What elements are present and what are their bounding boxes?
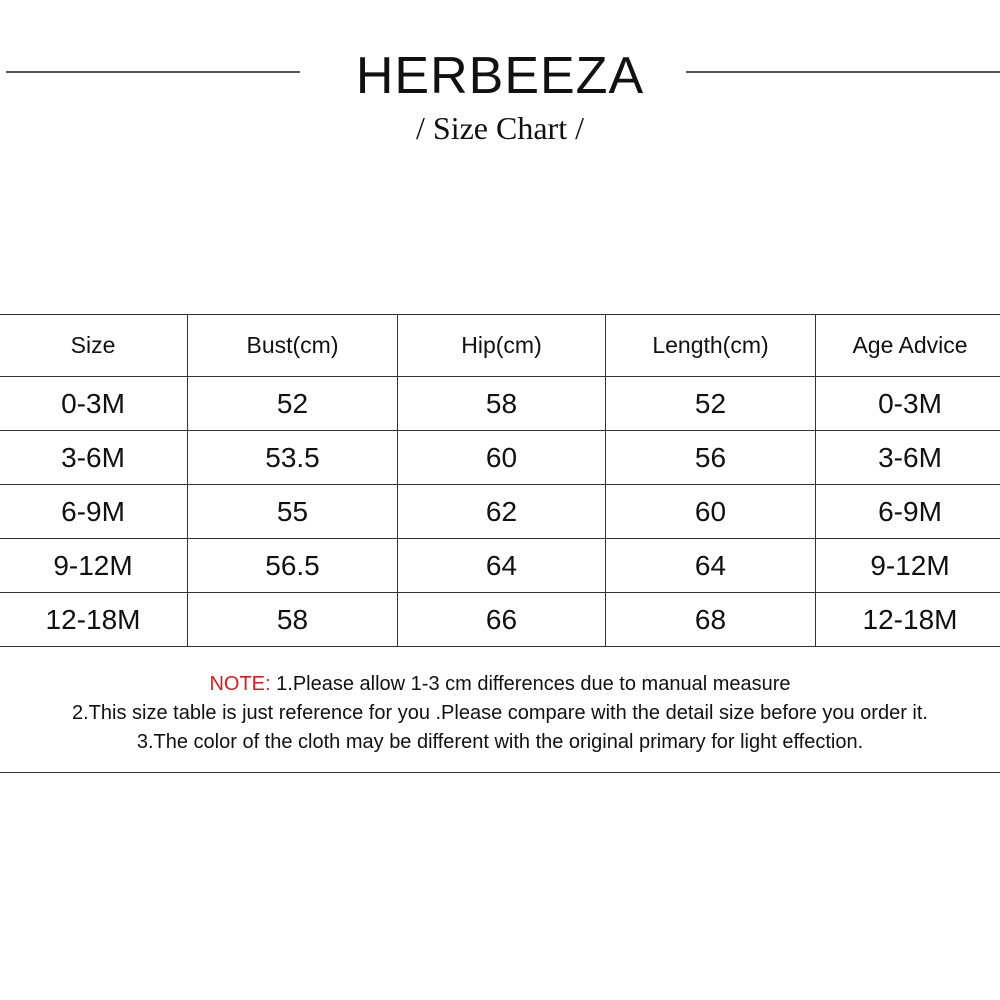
- bottom-divider: [0, 772, 1000, 773]
- cell-hip: 62: [398, 485, 606, 539]
- notes-block: [0, 670, 1000, 757]
- table-row: [0, 377, 1000, 431]
- cell-age-advice: 9-12M: [816, 539, 1000, 593]
- cell-bust: 52: [188, 377, 398, 431]
- cell-hip: 60: [398, 431, 606, 485]
- cell-size: 12-18M: [0, 593, 188, 647]
- cell-age-advice: 6-9M: [816, 485, 1000, 539]
- cell-size: 0-3M: [0, 377, 188, 431]
- cell-age-advice: 12-18M: [816, 593, 1000, 647]
- cell-bust: 55: [188, 485, 398, 539]
- size-chart-table: [0, 314, 1000, 647]
- header-size: Size: [0, 315, 188, 377]
- cell-hip: 66: [398, 593, 606, 647]
- cell-bust: 58: [188, 593, 398, 647]
- header-length: Length(cm): [606, 315, 816, 377]
- cell-length: 68: [606, 593, 816, 647]
- note-line-2: 2.This size table is just reference for you .Please compare with the detail size before you order it.: [72, 702, 928, 724]
- note-prefix-label: NOTE:: [209, 673, 271, 695]
- header-age-advice: Age Advice: [816, 315, 1000, 377]
- table-row: [0, 593, 1000, 647]
- cell-size: 9-12M: [0, 539, 188, 593]
- note-line-3: 3.The color of the cloth may be different with the original primary for light effection.: [136, 731, 864, 753]
- cell-length: 56: [606, 431, 816, 485]
- cell-hip: 64: [398, 539, 606, 593]
- table-row: [0, 431, 1000, 485]
- page-subtitle: / Size Chart /: [416, 110, 584, 146]
- brand-title: HERBEEZA: [355, 47, 645, 105]
- cell-age-advice: 0-3M: [816, 377, 1000, 431]
- cell-size: 6-9M: [0, 485, 188, 539]
- note-line-1-text: 1.Please allow 1-3 cm differences due to manual measure: [270, 673, 791, 695]
- cell-bust: 56.5: [188, 539, 398, 593]
- cell-age-advice: 3-6M: [816, 431, 1000, 485]
- cell-size: 3-6M: [0, 431, 188, 485]
- table-header-row: [0, 315, 1000, 377]
- note-line-1: [0, 670, 1000, 699]
- table-row: [0, 539, 1000, 593]
- table-row: [0, 485, 1000, 539]
- cell-length: 64: [606, 539, 816, 593]
- header-hip: Hip(cm): [398, 315, 606, 377]
- cell-bust: 53.5: [188, 431, 398, 485]
- cell-hip: 58: [398, 377, 606, 431]
- cell-length: 52: [606, 377, 816, 431]
- cell-length: 60: [606, 485, 816, 539]
- header-bust: Bust(cm): [188, 315, 398, 377]
